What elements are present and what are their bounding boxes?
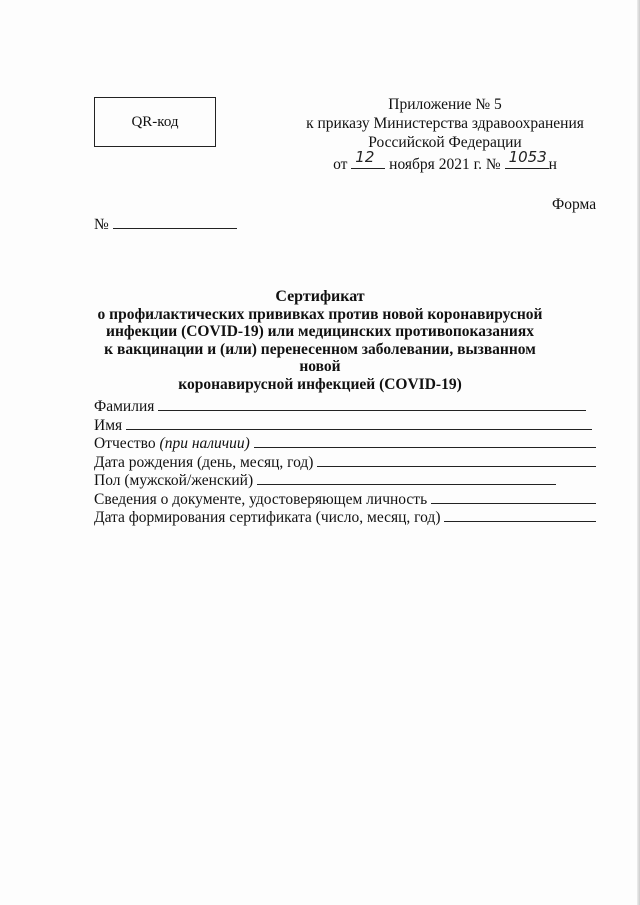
certificate-title: Сертификат: [275, 288, 365, 305]
field-id-document: [94, 490, 596, 509]
certificate-subtitle-line: о профилактических прививках против новой коронавирусной: [97, 305, 543, 323]
handwritten-order-number: 1053: [508, 148, 547, 166]
field-birth-date: [94, 453, 596, 472]
field-name: [94, 416, 596, 435]
field-label: Пол (мужской/женский): [94, 472, 254, 489]
certificate-date-blank: [444, 508, 596, 522]
patronymic-label: Отчество: [94, 435, 156, 452]
form-label: Форма: [552, 196, 597, 213]
field-label: Имя: [94, 416, 123, 434]
certificate-number-blank: [113, 214, 237, 229]
certificate-subtitle-line: к вакцинации и (или) перенесенном заболевании, вызванном новой: [104, 340, 536, 375]
certificate-subtitle-line: инфекции (COVID-19) или медицинских противопоказаниях: [106, 323, 534, 340]
field-sex: [94, 471, 596, 490]
order-number-field: [505, 148, 549, 169]
patronymic-blank: [254, 434, 596, 448]
number-sign: №: [94, 216, 109, 233]
field-patronymic: [94, 434, 596, 453]
name-blank: [126, 416, 592, 430]
day-field: [351, 148, 385, 169]
sex-blank: [257, 471, 556, 485]
appendix-line-1: Приложение № 5: [388, 96, 502, 113]
field-label: Дата рождения (день, месяц, год): [94, 453, 314, 471]
appendix-line-2: к приказу Министерства здравоохранения: [306, 115, 584, 132]
certificate-subtitle-line: коронавирусной инфекцией (COVID-19): [178, 375, 462, 393]
handwritten-day: 12: [355, 148, 375, 166]
certificate-number: [94, 214, 237, 234]
patronymic-note: (при наличии): [159, 435, 250, 452]
qr-code-placeholder: [94, 97, 216, 147]
field-surname: [94, 397, 596, 416]
field-certificate-date: [94, 508, 596, 527]
field-label: [94, 435, 250, 453]
birth-date-blank: [317, 453, 596, 467]
appendix-line-3: Российской Федерации: [368, 134, 522, 151]
field-label: Сведения о документе, удостоверяющем личность: [94, 490, 428, 508]
field-label: Дата формирования сертификата (число, месяц, год): [94, 509, 441, 526]
date-middle: ноября 2021 г. №: [389, 156, 501, 173]
certificate-title-block: [90, 288, 550, 393]
personal-data-fields: [94, 397, 596, 527]
appendix-header: [300, 95, 590, 174]
date-prefix: от: [333, 156, 348, 173]
surname-blank: [158, 397, 586, 411]
id-document-blank: [431, 490, 596, 504]
field-label: Фамилия: [94, 398, 155, 415]
qr-code-label: QR-код: [131, 113, 179, 130]
order-suffix: н: [548, 156, 557, 173]
appendix-date-line: [300, 148, 590, 174]
